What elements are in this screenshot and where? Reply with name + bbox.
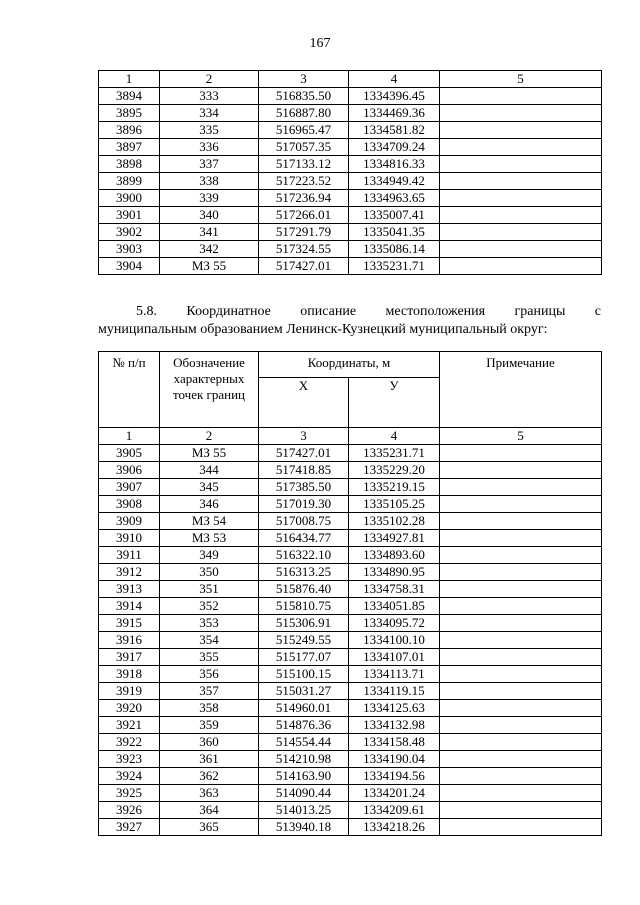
cell-y: 1335086.14 — [349, 241, 440, 258]
cell-point-label: 353 — [160, 615, 259, 632]
cell-point-label: 352 — [160, 598, 259, 615]
cell-note — [440, 462, 602, 479]
cell-x: 517008.75 — [259, 513, 349, 530]
cell-note — [440, 632, 602, 649]
cell-x: 517019.30 — [259, 496, 349, 513]
table-row — [99, 224, 602, 241]
table-row — [99, 802, 602, 819]
cell-note — [440, 207, 602, 224]
cell-x: 515100.15 — [259, 666, 349, 683]
cell-y: 1335105.25 — [349, 496, 440, 513]
table-row — [99, 88, 602, 105]
cell-row-number: 3908 — [99, 496, 160, 513]
cell-x: 514554.44 — [259, 734, 349, 751]
cell-point-label: 345 — [160, 479, 259, 496]
cell-point-label: 355 — [160, 649, 259, 666]
table-row — [99, 564, 602, 581]
table-row — [99, 530, 602, 547]
cell-y: 1335041.35 — [349, 224, 440, 241]
cell-row-number: 3913 — [99, 581, 160, 598]
cell-point-label: 350 — [160, 564, 259, 581]
cell-y: 1334709.24 — [349, 139, 440, 156]
cell-row-number: 3914 — [99, 598, 160, 615]
cell-y: 1334758.31 — [349, 581, 440, 598]
cell-note — [440, 105, 602, 122]
cell-row-number: 3910 — [99, 530, 160, 547]
cell-row-number: 3912 — [99, 564, 160, 581]
table-row — [99, 190, 602, 207]
cell-y: 1335219.15 — [349, 479, 440, 496]
cell-note — [440, 88, 602, 105]
cell-row-number: 3902 — [99, 224, 160, 241]
cell-y: 1334581.82 — [349, 122, 440, 139]
cell-point-label: 364 — [160, 802, 259, 819]
cell-note — [440, 513, 602, 530]
cell-note — [440, 819, 602, 836]
cell-x: 517418.85 — [259, 462, 349, 479]
header-point-designation: Обозначение характерных точек границ — [160, 352, 259, 428]
cell-x: 514163.90 — [259, 768, 349, 785]
cell-y: 1334194.56 — [349, 768, 440, 785]
cell-y: 1334107.01 — [349, 649, 440, 666]
cell-note — [440, 530, 602, 547]
cell-row-number: 3923 — [99, 751, 160, 768]
cell-point-label: 334 — [160, 105, 259, 122]
column-number: 2 — [160, 71, 259, 88]
cell-x: 514013.25 — [259, 802, 349, 819]
cell-note — [440, 122, 602, 139]
column-number: 1 — [99, 71, 160, 88]
column-number: 3 — [259, 71, 349, 88]
cell-point-label: 360 — [160, 734, 259, 751]
cell-y: 1334125.63 — [349, 700, 440, 717]
cell-note — [440, 173, 602, 190]
cell-row-number: 3894 — [99, 88, 160, 105]
section-line-2: муниципальным образованием Ленинск-Кузнецкий муниципальный округ: — [98, 322, 548, 337]
column-number-row — [99, 428, 602, 445]
cell-x: 515876.40 — [259, 581, 349, 598]
cell-row-number: 3898 — [99, 156, 160, 173]
table-row — [99, 632, 602, 649]
column-number: 5 — [440, 428, 602, 445]
cell-x: 517266.01 — [259, 207, 349, 224]
cell-row-number: 3922 — [99, 734, 160, 751]
cell-row-number: 3901 — [99, 207, 160, 224]
cell-note — [440, 768, 602, 785]
cell-row-number: 3903 — [99, 241, 160, 258]
cell-x: 514210.98 — [259, 751, 349, 768]
cell-y: 1334218.26 — [349, 819, 440, 836]
cell-note — [440, 241, 602, 258]
cell-y: 1334132.98 — [349, 717, 440, 734]
cell-row-number: 3917 — [99, 649, 160, 666]
cell-x: 514876.36 — [259, 717, 349, 734]
cell-y: 1334949.42 — [349, 173, 440, 190]
cell-row-number: 3918 — [99, 666, 160, 683]
table-row — [99, 139, 602, 156]
cell-x: 517223.52 — [259, 173, 349, 190]
cell-x: 514960.01 — [259, 700, 349, 717]
header-note: Примечание — [440, 352, 602, 428]
section-5-8-description — [98, 303, 601, 339]
table-row — [99, 751, 602, 768]
cell-note — [440, 445, 602, 462]
cell-x: 515306.91 — [259, 615, 349, 632]
column-number: 4 — [349, 71, 440, 88]
column-number: 5 — [440, 71, 602, 88]
cell-y: 1335229.20 — [349, 462, 440, 479]
cell-y: 1334893.60 — [349, 547, 440, 564]
cell-y: 1334113.71 — [349, 666, 440, 683]
table-row — [99, 105, 602, 122]
header-y: У — [349, 378, 440, 428]
table-row — [99, 258, 602, 275]
table-row — [99, 479, 602, 496]
cell-point-label: 359 — [160, 717, 259, 734]
cell-row-number: 3906 — [99, 462, 160, 479]
cell-y: 1334963.65 — [349, 190, 440, 207]
cell-x: 516965.47 — [259, 122, 349, 139]
cell-note — [440, 156, 602, 173]
table-row — [99, 734, 602, 751]
cell-x: 516887.80 — [259, 105, 349, 122]
column-number-row — [99, 71, 602, 88]
cell-point-label: 338 — [160, 173, 259, 190]
cell-point-label: 344 — [160, 462, 259, 479]
cell-row-number: 3899 — [99, 173, 160, 190]
cell-point-label: 340 — [160, 207, 259, 224]
cell-x: 516434.77 — [259, 530, 349, 547]
cell-row-number: 3907 — [99, 479, 160, 496]
cell-point-label: 337 — [160, 156, 259, 173]
cell-x: 517427.01 — [259, 258, 349, 275]
cell-x: 517427.01 — [259, 445, 349, 462]
cell-y: 1334190.04 — [349, 751, 440, 768]
cell-point-label: 365 — [160, 819, 259, 836]
cell-y: 1334469.36 — [349, 105, 440, 122]
cell-y: 1335231.71 — [349, 258, 440, 275]
cell-row-number: 3920 — [99, 700, 160, 717]
cell-y: 1334816.33 — [349, 156, 440, 173]
cell-x: 517385.50 — [259, 479, 349, 496]
main-table-body — [99, 428, 602, 836]
cell-row-number: 3911 — [99, 547, 160, 564]
cell-row-number: 3915 — [99, 615, 160, 632]
cell-note — [440, 598, 602, 615]
cell-note — [440, 734, 602, 751]
cell-note — [440, 666, 602, 683]
cell-note — [440, 564, 602, 581]
cell-row-number: 3896 — [99, 122, 160, 139]
cell-row-number: 3925 — [99, 785, 160, 802]
cell-x: 513940.18 — [259, 819, 349, 836]
cell-note — [440, 190, 602, 207]
table-row — [99, 615, 602, 632]
cell-y: 1335007.41 — [349, 207, 440, 224]
cell-row-number: 3921 — [99, 717, 160, 734]
cell-note — [440, 785, 602, 802]
cell-point-label: 341 — [160, 224, 259, 241]
table-row — [99, 683, 602, 700]
cell-x: 515249.55 — [259, 632, 349, 649]
header-row-number: № п/п — [99, 352, 160, 428]
cell-row-number: 3904 — [99, 258, 160, 275]
cell-point-label: 346 — [160, 496, 259, 513]
cell-point-label: 349 — [160, 547, 259, 564]
cell-y: 1335102.28 — [349, 513, 440, 530]
cell-point-label: 354 — [160, 632, 259, 649]
cell-x: 515031.27 — [259, 683, 349, 700]
table-row — [99, 173, 602, 190]
cell-x: 517324.55 — [259, 241, 349, 258]
top-table-body — [99, 71, 602, 275]
cell-row-number: 3926 — [99, 802, 160, 819]
cell-point-label: 336 — [160, 139, 259, 156]
table-row — [99, 122, 602, 139]
cell-note — [440, 802, 602, 819]
page-number: 167 — [309, 36, 331, 51]
cell-row-number: 3900 — [99, 190, 160, 207]
header-x: X — [259, 378, 349, 428]
cell-point-label: 339 — [160, 190, 259, 207]
column-number: 2 — [160, 428, 259, 445]
table-row — [99, 496, 602, 513]
cell-note — [440, 581, 602, 598]
cell-row-number: 3924 — [99, 768, 160, 785]
cell-y: 1334201.24 — [349, 785, 440, 802]
table-row — [99, 717, 602, 734]
cell-y: 1335231.71 — [349, 445, 440, 462]
table-row — [99, 649, 602, 666]
cell-note — [440, 615, 602, 632]
cell-row-number: 3909 — [99, 513, 160, 530]
cell-row-number: 3895 — [99, 105, 160, 122]
cell-y: 1334100.10 — [349, 632, 440, 649]
table-row — [99, 768, 602, 785]
cell-y: 1334095.72 — [349, 615, 440, 632]
cell-point-label: 361 — [160, 751, 259, 768]
table-row — [99, 445, 602, 462]
cell-note — [440, 258, 602, 275]
cell-point-label: 363 — [160, 785, 259, 802]
cell-x: 515177.07 — [259, 649, 349, 666]
cell-point-label: 358 — [160, 700, 259, 717]
cell-note — [440, 649, 602, 666]
cell-x: 517236.94 — [259, 190, 349, 207]
cell-y: 1334158.48 — [349, 734, 440, 751]
cell-point-label: 362 — [160, 768, 259, 785]
cell-point-label: 356 — [160, 666, 259, 683]
table-row — [99, 700, 602, 717]
cell-point-label: МЗ 54 — [160, 513, 259, 530]
cell-y: 1334927.81 — [349, 530, 440, 547]
cell-row-number: 3897 — [99, 139, 160, 156]
column-number: 1 — [99, 428, 160, 445]
cell-note — [440, 547, 602, 564]
coordinates-table — [98, 427, 602, 836]
cell-x: 517133.12 — [259, 156, 349, 173]
table-row — [99, 785, 602, 802]
cell-x: 515810.75 — [259, 598, 349, 615]
table-row — [99, 581, 602, 598]
cell-x: 517291.79 — [259, 224, 349, 241]
table-row — [99, 547, 602, 564]
cell-x: 516313.25 — [259, 564, 349, 581]
cell-point-label: 333 — [160, 88, 259, 105]
cell-point-label: МЗ 53 — [160, 530, 259, 547]
cell-x: 517057.35 — [259, 139, 349, 156]
column-number: 3 — [259, 428, 349, 445]
cell-row-number: 3927 — [99, 819, 160, 836]
cell-x: 514090.44 — [259, 785, 349, 802]
table-row — [99, 241, 602, 258]
cell-point-label: 351 — [160, 581, 259, 598]
coordinates-table-header — [98, 351, 602, 428]
cell-y: 1334051.85 — [349, 598, 440, 615]
cell-point-label: 342 — [160, 241, 259, 258]
table-row — [99, 666, 602, 683]
cell-note — [440, 139, 602, 156]
cell-row-number: 3919 — [99, 683, 160, 700]
cell-point-label: 357 — [160, 683, 259, 700]
table-row — [99, 513, 602, 530]
cell-note — [440, 496, 602, 513]
cell-y: 1334396.45 — [349, 88, 440, 105]
cell-note — [440, 717, 602, 734]
cell-note — [440, 479, 602, 496]
cell-point-label: МЗ 55 — [160, 258, 259, 275]
table-row — [99, 819, 602, 836]
table-row — [99, 598, 602, 615]
cell-x: 516835.50 — [259, 88, 349, 105]
column-number: 4 — [349, 428, 440, 445]
cell-point-label: 335 — [160, 122, 259, 139]
cell-y: 1334119.15 — [349, 683, 440, 700]
cell-row-number: 3916 — [99, 632, 160, 649]
cell-y: 1334209.61 — [349, 802, 440, 819]
cell-note — [440, 700, 602, 717]
section-line-1: 5.8. Координатное описание местоположения границы с — [136, 304, 601, 319]
cell-y: 1334890.95 — [349, 564, 440, 581]
cell-note — [440, 224, 602, 241]
cell-note — [440, 683, 602, 700]
header-coordinates: Координаты, м — [259, 352, 440, 378]
table-row — [99, 156, 602, 173]
table-row — [99, 207, 602, 224]
coordinates-table-continuation — [98, 70, 602, 275]
table-row — [99, 462, 602, 479]
cell-x: 516322.10 — [259, 547, 349, 564]
cell-note — [440, 751, 602, 768]
cell-point-label: МЗ 55 — [160, 445, 259, 462]
cell-row-number: 3905 — [99, 445, 160, 462]
